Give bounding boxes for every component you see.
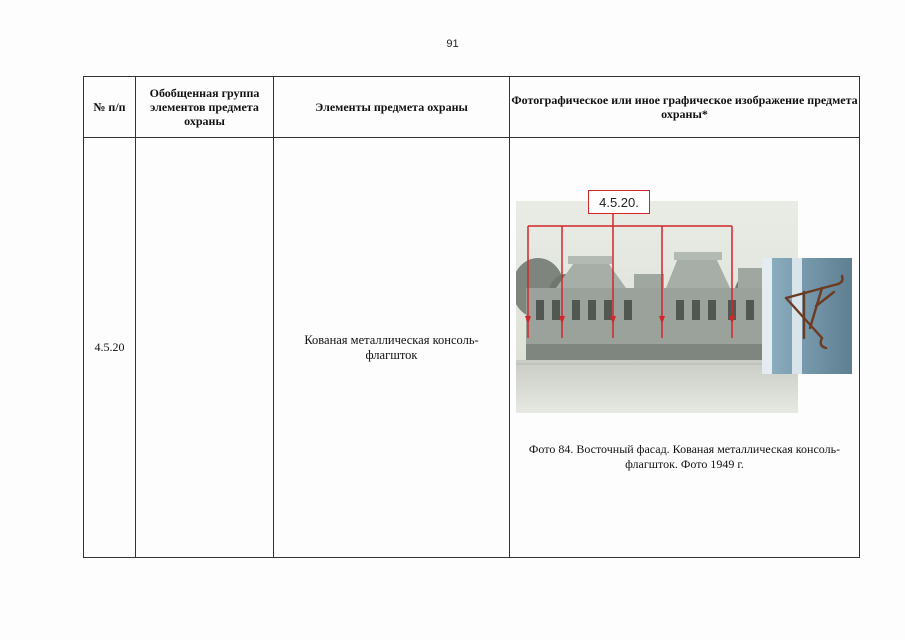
photo-label-tag: 4.5.20.: [588, 190, 650, 214]
row-element: Кованая металлическая консоль-флагшток: [274, 138, 510, 558]
protection-elements-table: [83, 76, 860, 558]
row-group: [136, 138, 274, 558]
header-photo: Фотографическое или иное графическое изображение предмета охраны*: [510, 77, 860, 138]
page-number: 91: [446, 38, 459, 50]
header-elements: Элементы предмета охраны: [274, 77, 510, 138]
header-number: № п/п: [84, 77, 136, 138]
row-photo-cell: [510, 138, 860, 558]
table-header-row: [84, 77, 860, 138]
row-number: 4.5.20: [84, 138, 136, 558]
photo-caption: Фото 84. Восточный фасад. Кованая металлическая консоль-флагшток. Фото 1949 г.: [528, 442, 841, 471]
facade-photo: [516, 188, 854, 413]
table-row: [84, 138, 860, 558]
header-group: Обобщенная группа элементов предмета охраны: [136, 77, 274, 138]
